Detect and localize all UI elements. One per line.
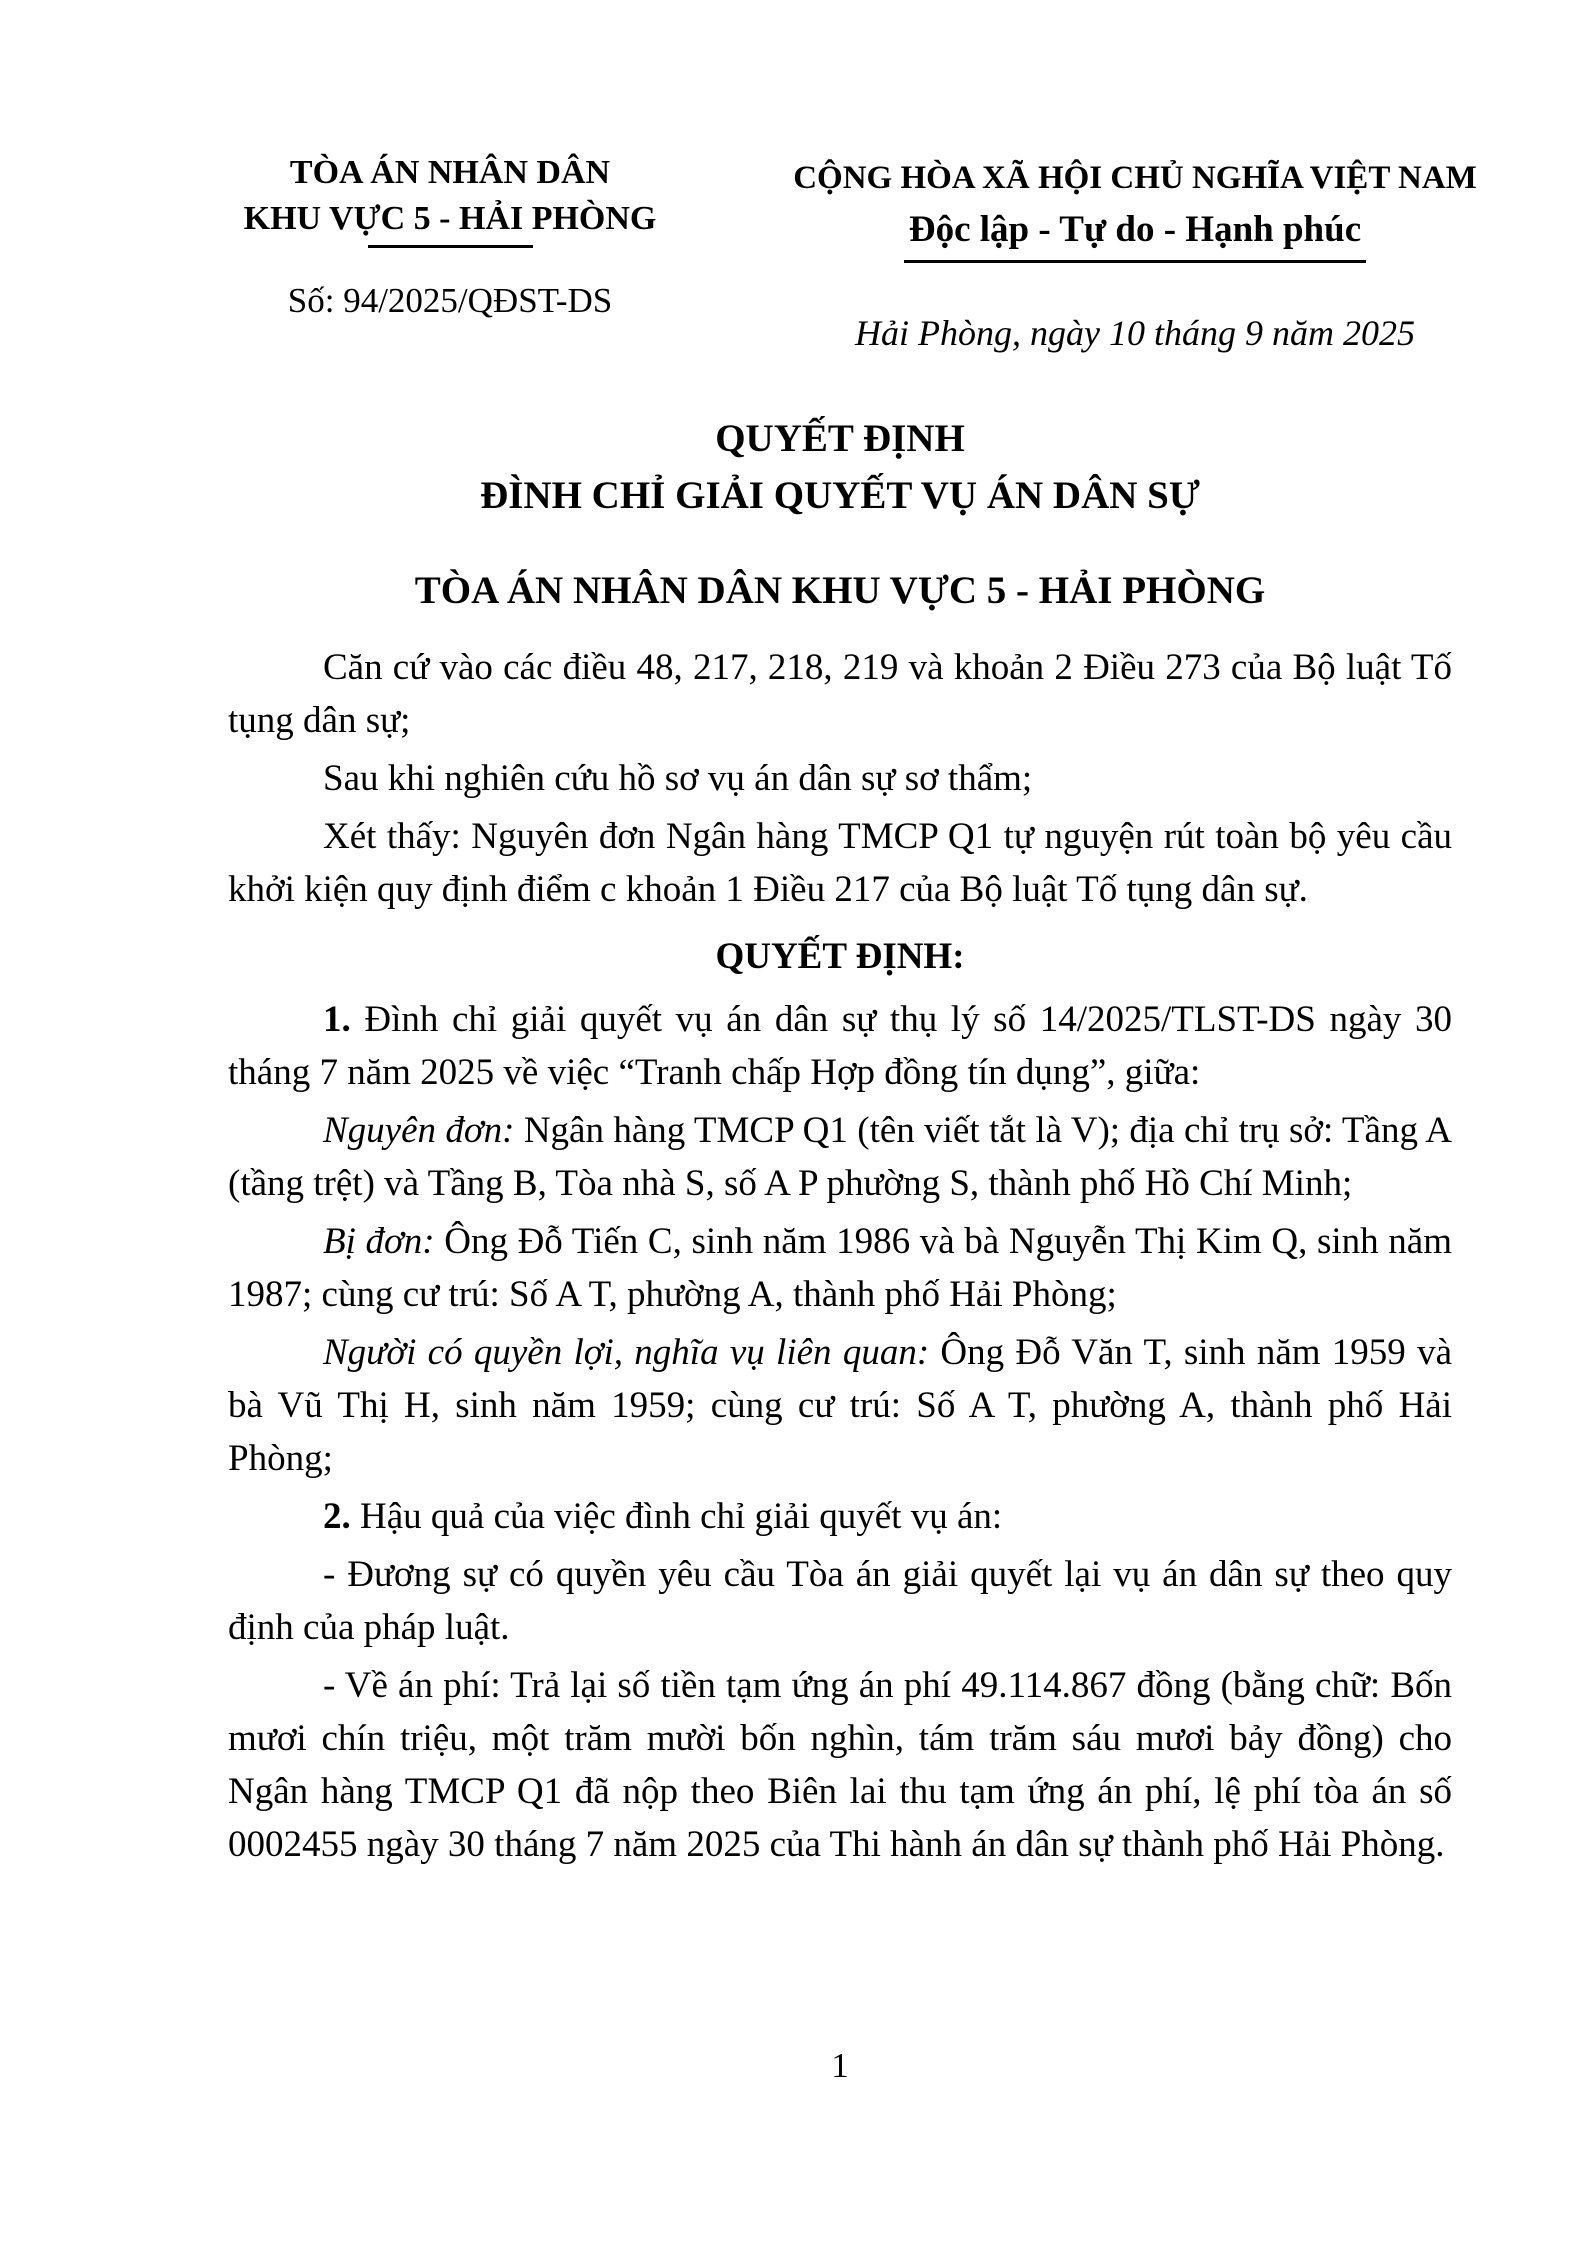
header-court-block (216, 150, 684, 355)
title-block (228, 410, 1452, 619)
text-segment: Đình chỉ giải quyết vụ án dân sự thụ lý số 14/2025/TLST-DS ngày 30 tháng 7 năm 2025 về việc “Tranh chấp Hợp đồng tín dụng”, giữa: (228, 999, 1452, 1093)
text-segment: 1. (323, 999, 351, 1040)
body-paragraph (228, 752, 1452, 805)
text-segment: Ông Đỗ Văn T, sinh năm 1959 và bà Vũ Thị H, sinh năm 1959; cùng cư trú: Số A T, phường A, thành phố Hải Phòng; (228, 1332, 1452, 1479)
body-paragraph (228, 641, 1452, 747)
text-segment: 2. (323, 1496, 351, 1537)
text-segment: QUYẾT ĐỊNH: (715, 936, 965, 977)
text-segment: Bị đơn: (323, 1221, 435, 1262)
document-body (228, 619, 1452, 1871)
text-segment: - Về án phí: Trả lại số tiền tạm ứng án phí 49.114.867 đồng (bằng chữ: Bốn mươi chín triệu, một trăm mười bốn nghìn, tám trăm sáu mươi bảy đồng) cho Ngân hàng TMCP Q1 đã nộp theo Biên lai thu tạm ứng án phí, lệ phí tòa án số 0002455 ngày 30 tháng 7 năm 2025 của Thi hành án dân sự thành phố Hải Phòng. (228, 1665, 1452, 1865)
document-number: Số: 94/2025/QĐST-DS (287, 281, 613, 320)
place-date-line: Hải Phòng, ngày 10 tháng 9 năm 2025 (855, 313, 1415, 353)
text-segment: Người có quyền lợi, nghĩa vụ liên quan: (323, 1332, 930, 1373)
decision-title: QUYẾT ĐỊNH (715, 417, 965, 460)
national-motto: Độc lập - Tự do - Hạnh phúc (904, 208, 1366, 263)
decision-subtitle: ĐÌNH CHỈ GIẢI QUYẾT VỤ ÁN DÂN SỰ (480, 474, 1200, 517)
body-paragraph (228, 1490, 1452, 1543)
text-segment: Hậu quả của việc đình chỉ giải quyết vụ án: (350, 1496, 1003, 1537)
section-heading (228, 930, 1452, 983)
text-segment: Sau khi nghiên cứu hồ sơ vụ án dân sự sơ thẩm; (323, 758, 1033, 799)
body-paragraph (228, 993, 1452, 1099)
text-segment: - Đương sự có quyền yêu cầu Tòa án giải quyết lại vụ án dân sự theo quy định của pháp luật. (228, 1554, 1452, 1648)
body-paragraph (228, 1548, 1452, 1654)
national-motto-wrap (684, 208, 1586, 263)
header-national-block (684, 150, 1586, 355)
court-name-rule (368, 245, 533, 248)
national-title: CỘNG HÒA XÃ HỘI CHỦ NGHĨA VIỆT NAM (793, 160, 1477, 196)
body-paragraph (228, 1104, 1452, 1210)
text-segment: Nguyên đơn: (323, 1110, 515, 1151)
body-paragraph (228, 1215, 1452, 1321)
court-name-line2: KHU VỰC 5 - HẢI PHÒNG (243, 200, 657, 237)
text-segment: Xét thấy: Nguyên đơn Ngân hàng TMCP Q1 tự nguyện rút toàn bộ yêu cầu khởi kiện quy định điểm c khoản 1 Điều 217 của Bộ luật Tố tụng dân sự. (228, 816, 1452, 910)
text-segment: Ông Đỗ Tiến C, sinh năm 1986 và bà Nguyễn Thị Kim Q, sinh năm 1987; cùng cư trú: Số A T, phường A, thành phố Hải Phòng; (228, 1221, 1453, 1315)
text-segment: Ngân hàng TMCP Q1 (tên viết tắt là V); địa chỉ trụ sở: Tầng A (tầng trệt) và Tầng B, Tòa nhà S, số A P phường S, thành phố Hồ Chí Minh; (228, 1110, 1452, 1204)
page-number: 1 (831, 2046, 849, 2085)
issuing-court-title: TÒA ÁN NHÂN DÂN KHU VỰC 5 - HẢI PHÒNG (414, 569, 1266, 612)
court-name-line1: TÒA ÁN NHÂN DÂN (289, 154, 611, 191)
text-segment: Căn cứ vào các điều 48, 217, 218, 219 và khoản 2 Điều 273 của Bộ luật Tố tụng dân sự; (228, 647, 1452, 741)
document-header (0, 0, 1586, 355)
body-paragraph (228, 1326, 1452, 1485)
body-paragraph (228, 810, 1452, 916)
body-paragraph (228, 1659, 1452, 1871)
